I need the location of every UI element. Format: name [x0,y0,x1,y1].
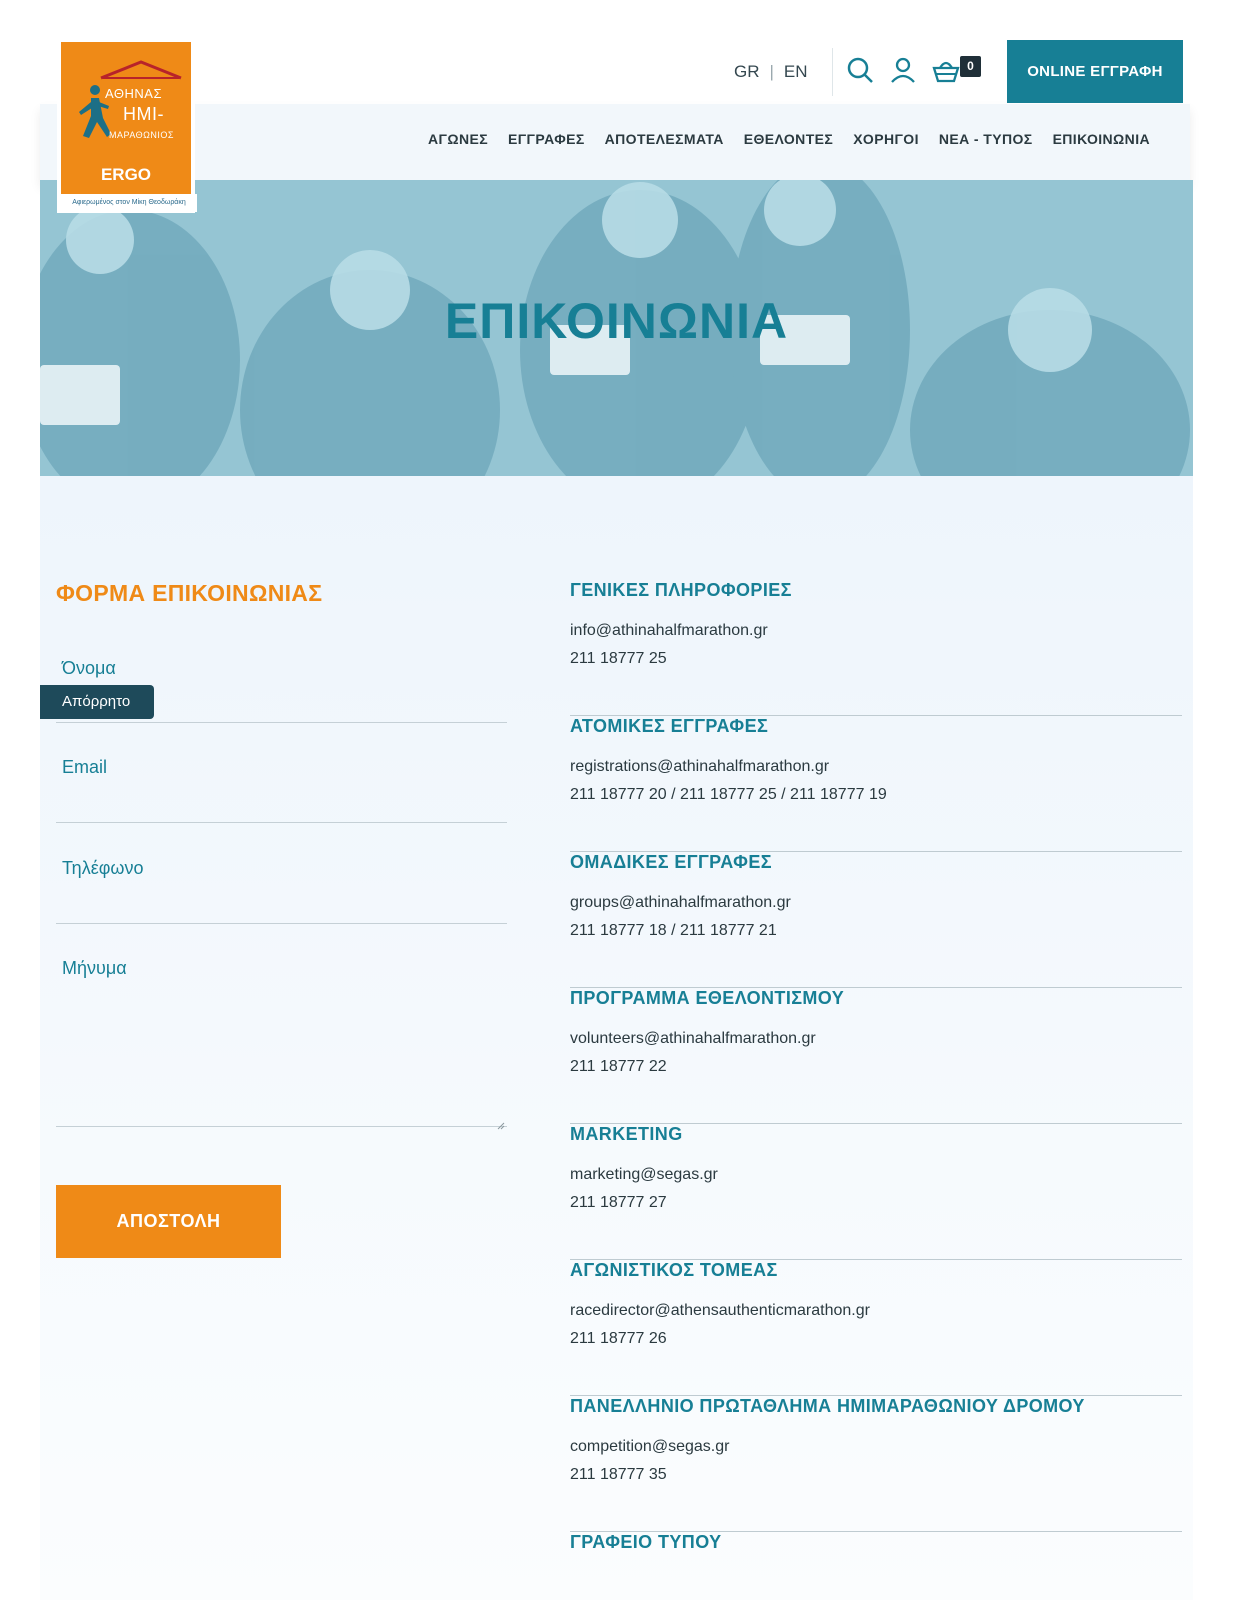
contact-email-link[interactable]: competition@segas.gr [570,1438,730,1455]
logo-brand: ERGO [100,165,152,184]
contact-group-registrations [570,852,1182,988]
contact-title: ΑΓΩΝΙΣΤΙΚΟΣ ΤΟΜΕΑΣ [570,1260,778,1280]
lang-en-link[interactable]: EN [783,62,808,81]
contact-email-link[interactable]: volunteers@athinahalfmarathon.gr [570,1030,816,1047]
contact-phone: 211 18777 18 / 211 18777 21 [570,922,777,939]
online-registration-button[interactable]: ONLINE ΕΓΓΡΑΦΗ [1007,40,1183,103]
lang-separator: | [769,62,774,81]
hero-banner [40,180,1193,476]
header-divider [832,48,833,96]
contact-email-link[interactable]: racedirector@athensauthenticmarathon.gr [570,1302,870,1319]
contact-title: ΓΡΑΦΕΙΟ ΤΥΠΟΥ [570,1532,722,1552]
contact-phone: 211 18777 25 [570,650,667,667]
contact-phone: 211 18777 20 / 211 18777 25 / 211 18777 19 [570,786,887,803]
page-title: ΕΠΙΚΟΙΝΩΝΙΑ [444,293,789,349]
cart-icon[interactable] [932,56,960,84]
cart-count-badge: 0 [960,56,981,77]
contact-volunteer-program [570,988,1182,1124]
contact-race-director [570,1260,1182,1396]
contact-email-link[interactable]: marketing@segas.gr [570,1166,718,1183]
search-icon[interactable] [846,56,874,84]
logo-text-marathonios: ΜΑΡΑΘΩΝΙΟΣ [109,130,174,140]
contact-title: ΠΑΝΕΛΛΗΝΙΟ ΠΡΩΤΑΘΛΗΜΑ ΗΜΙΜΑΡΑΘΩΝΙΟΥ ΔΡΟΜΟΥ [570,1396,1085,1416]
menu-item-contact[interactable]: ΕΠΙΚΟΙΝΩΝΙΑ [1052,131,1150,147]
menu-item-races[interactable]: ΑΓΩΝΕΣ [428,131,488,147]
contact-title: ΓΕΝΙΚΕΣ ΠΛΗΡΟΦΟΡΙΕΣ [570,580,792,600]
user-icon[interactable] [889,56,917,84]
phone-field[interactable] [56,923,507,924]
contact-title: MARKETING [570,1124,683,1144]
contact-title: ΟΜΑΔΙΚΕΣ ΕΓΓΡΑΦΕΣ [570,852,772,872]
message-field-label: Μήνυμα [62,958,127,978]
textarea-resize-handle[interactable] [497,1122,505,1130]
contact-marketing [570,1124,1182,1260]
menu-item-volunteers[interactable]: ΕΘΕΛΟΝΤΕΣ [743,131,834,147]
privacy-tab[interactable]: Απόρρητο [40,685,154,719]
menu-item-news-press[interactable]: ΝΕΑ - ΤΥΠΟΣ [938,131,1033,147]
contact-info-list [570,580,1182,1600]
menu-item-registrations[interactable]: ΕΓΓΡΑΦΕΣ [508,131,585,147]
contact-form-title: ΦΟΡΜΑ ΕΠΙΚΟΙΝΩΝΙΑΣ [56,580,323,606]
name-field[interactable] [56,722,507,723]
contact-email-link[interactable]: info@athinahalfmarathon.gr [570,622,768,639]
contact-phone: 211 18777 35 [570,1466,667,1483]
logo-text-athinas: ΑΘΗΝΑΣ [105,86,162,101]
contact-phone: 211 18777 27 [570,1194,667,1211]
contact-email-link[interactable]: registrations@athinahalfmarathon.gr [570,758,830,775]
contact-championship [570,1396,1182,1532]
contact-phone: 211 18777 22 [570,1058,667,1075]
phone-field-label: Τηλέφωνο [62,858,144,878]
menu-item-results[interactable]: ΑΠΟΤΕΛΕΣΜΑΤΑ [604,131,724,147]
contact-email-link[interactable]: groups@athinahalfmarathon.gr [570,894,791,911]
contact-individual-registrations [570,716,1182,852]
main-menu [418,131,1160,147]
message-textarea[interactable] [56,1126,507,1127]
name-field-label: Όνομα [62,658,116,678]
email-field-label: Email [62,757,108,777]
contact-title: ΠΡΟΓΡΑΜΜΑ ΕΘΕΛΟΝΤΙΣΜΟΥ [570,988,845,1008]
logo-tagline: Αφιερωμένος στον Μίκη Θεοδωράκη [61,194,197,212]
logo-text-hmi: ΗΜΙ- [123,104,164,124]
email-field[interactable] [56,822,507,823]
contact-general [570,580,1182,716]
submit-button[interactable]: ΑΠΟΣΤΟΛΗ [56,1185,281,1258]
site-logo[interactable] [61,42,191,209]
language-switcher [734,62,808,82]
contact-phone: 211 18777 26 [570,1330,667,1347]
contact-title: ΑΤΟΜΙΚΕΣ ΕΓΓΡΑΦΕΣ [570,716,769,736]
contact-press-office [570,1532,1182,1600]
menu-item-sponsors[interactable]: ΧΟΡΗΓΟΙ [853,131,919,147]
lang-gr-link[interactable]: GR [734,62,760,81]
